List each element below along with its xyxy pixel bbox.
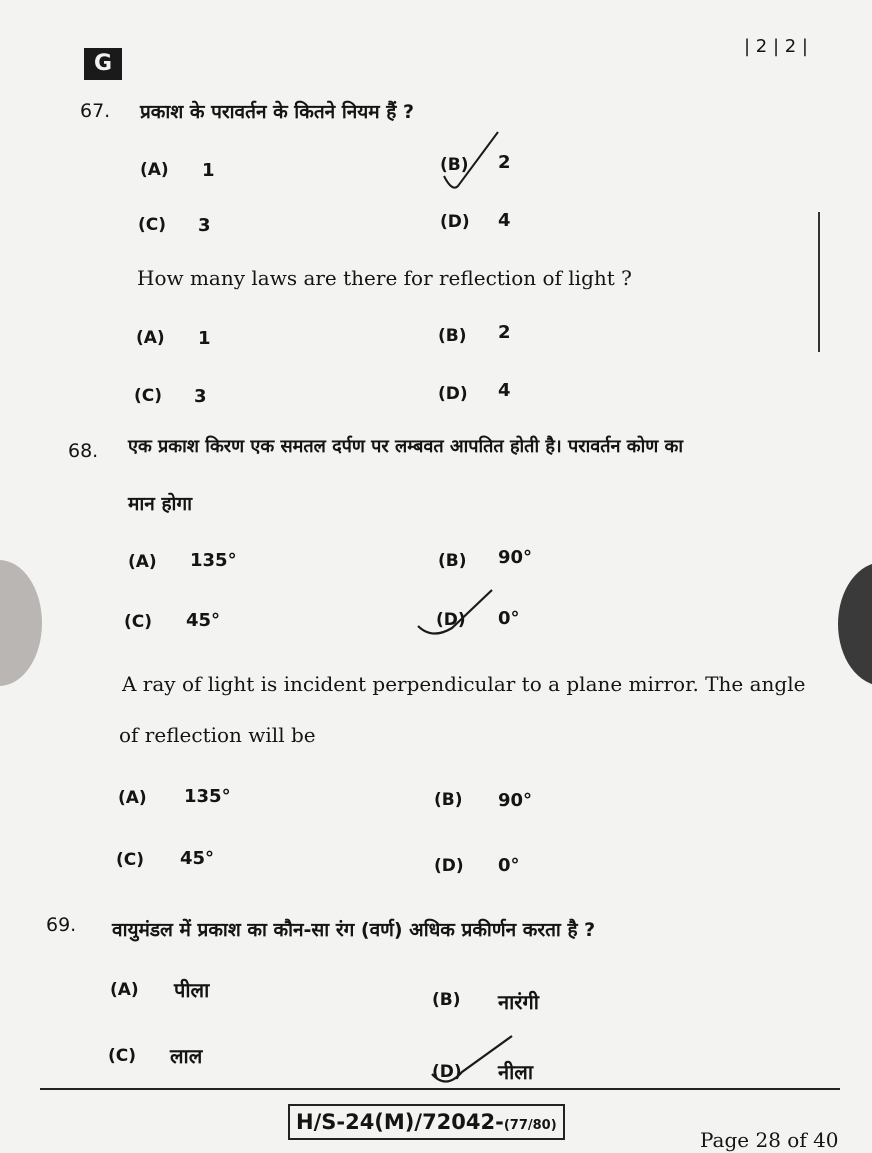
- option-value: 4: [498, 380, 511, 401]
- option-value: 1: [202, 160, 215, 181]
- option-letter: (A): [136, 328, 165, 348]
- option-letter: (C): [108, 1046, 137, 1066]
- question-text-hindi-line1: एक प्रकाश किरण एक समतल दर्पण पर लम्बवत आपतित होती है। परावर्तन कोण का: [128, 436, 684, 457]
- option-letter: (B): [440, 155, 469, 175]
- option-letter: (D): [438, 384, 468, 404]
- option-letter: (D): [436, 610, 466, 630]
- question-text-hindi-line2: मान होगा: [128, 493, 193, 515]
- paper-code: H/S-24(M)/72042-: [296, 1110, 504, 1134]
- option-letter: (D): [434, 856, 464, 876]
- option-letter: (B): [432, 990, 461, 1010]
- option-value: 4: [498, 210, 511, 231]
- option-letter: (D): [432, 1062, 462, 1082]
- option-letter: (C): [116, 850, 145, 870]
- option-letter: (A): [140, 160, 169, 180]
- page-code: | 2 | 2 |: [744, 36, 808, 57]
- footer-rule: [40, 1088, 840, 1090]
- tick-mark-q68: [418, 590, 492, 634]
- page-number: Page 28 of 40: [700, 1128, 839, 1152]
- question-number: 69.: [46, 914, 77, 936]
- option-value: नीला: [498, 1060, 534, 1084]
- question-text-hindi: प्रकाश के परावर्तन के कितने नियम हैं ?: [140, 101, 415, 123]
- tick-mark-q69: [432, 1036, 512, 1082]
- option-letter: (D): [440, 212, 470, 232]
- option-value: 135°: [190, 550, 237, 571]
- option-letter: (A): [118, 788, 147, 808]
- question-text-english-line1: A ray of light is incident perpendicular to a plane mirror. The angle: [122, 672, 806, 696]
- option-value: 135°: [184, 786, 231, 807]
- option-letter: (B): [434, 790, 463, 810]
- tick-mark-q67: [444, 132, 498, 188]
- option-value: 90°: [498, 547, 533, 568]
- option-value: नारंगी: [498, 990, 539, 1014]
- question-text-hindi: वायुमंडल में प्रकाश का कौन-सा रंग (वर्ण) अधिक प्रकीर्णन करता है ?: [112, 919, 596, 941]
- option-letter: (A): [128, 552, 157, 572]
- option-value: 2: [498, 322, 511, 343]
- option-value: 2: [498, 152, 511, 173]
- option-letter: (A): [110, 980, 139, 1000]
- option-letter: (C): [124, 612, 153, 632]
- question-text-english-line2: of reflection will be: [119, 723, 316, 747]
- option-value: 90°: [498, 790, 533, 811]
- option-value: 1: [198, 328, 211, 349]
- option-letter: (B): [438, 326, 467, 346]
- question-number: 68.: [68, 440, 99, 462]
- option-value: 0°: [498, 855, 520, 876]
- option-value: 45°: [186, 610, 221, 631]
- option-letter: (C): [134, 386, 163, 406]
- option-letter: (B): [438, 551, 467, 571]
- paper-code-suffix: (77/80): [503, 1118, 557, 1133]
- option-value: 45°: [180, 848, 215, 869]
- option-value: 3: [194, 386, 207, 407]
- option-value: 0°: [498, 608, 520, 629]
- paper-code-box: [288, 1104, 565, 1140]
- option-value: पीला: [174, 978, 210, 1002]
- question-text-english: How many laws are there for reflection of light ?: [137, 266, 632, 290]
- set-badge: G: [84, 48, 122, 80]
- option-value: 3: [198, 215, 211, 236]
- option-letter: (C): [138, 215, 167, 235]
- question-number: 67.: [80, 100, 111, 122]
- option-value: लाल: [170, 1044, 203, 1068]
